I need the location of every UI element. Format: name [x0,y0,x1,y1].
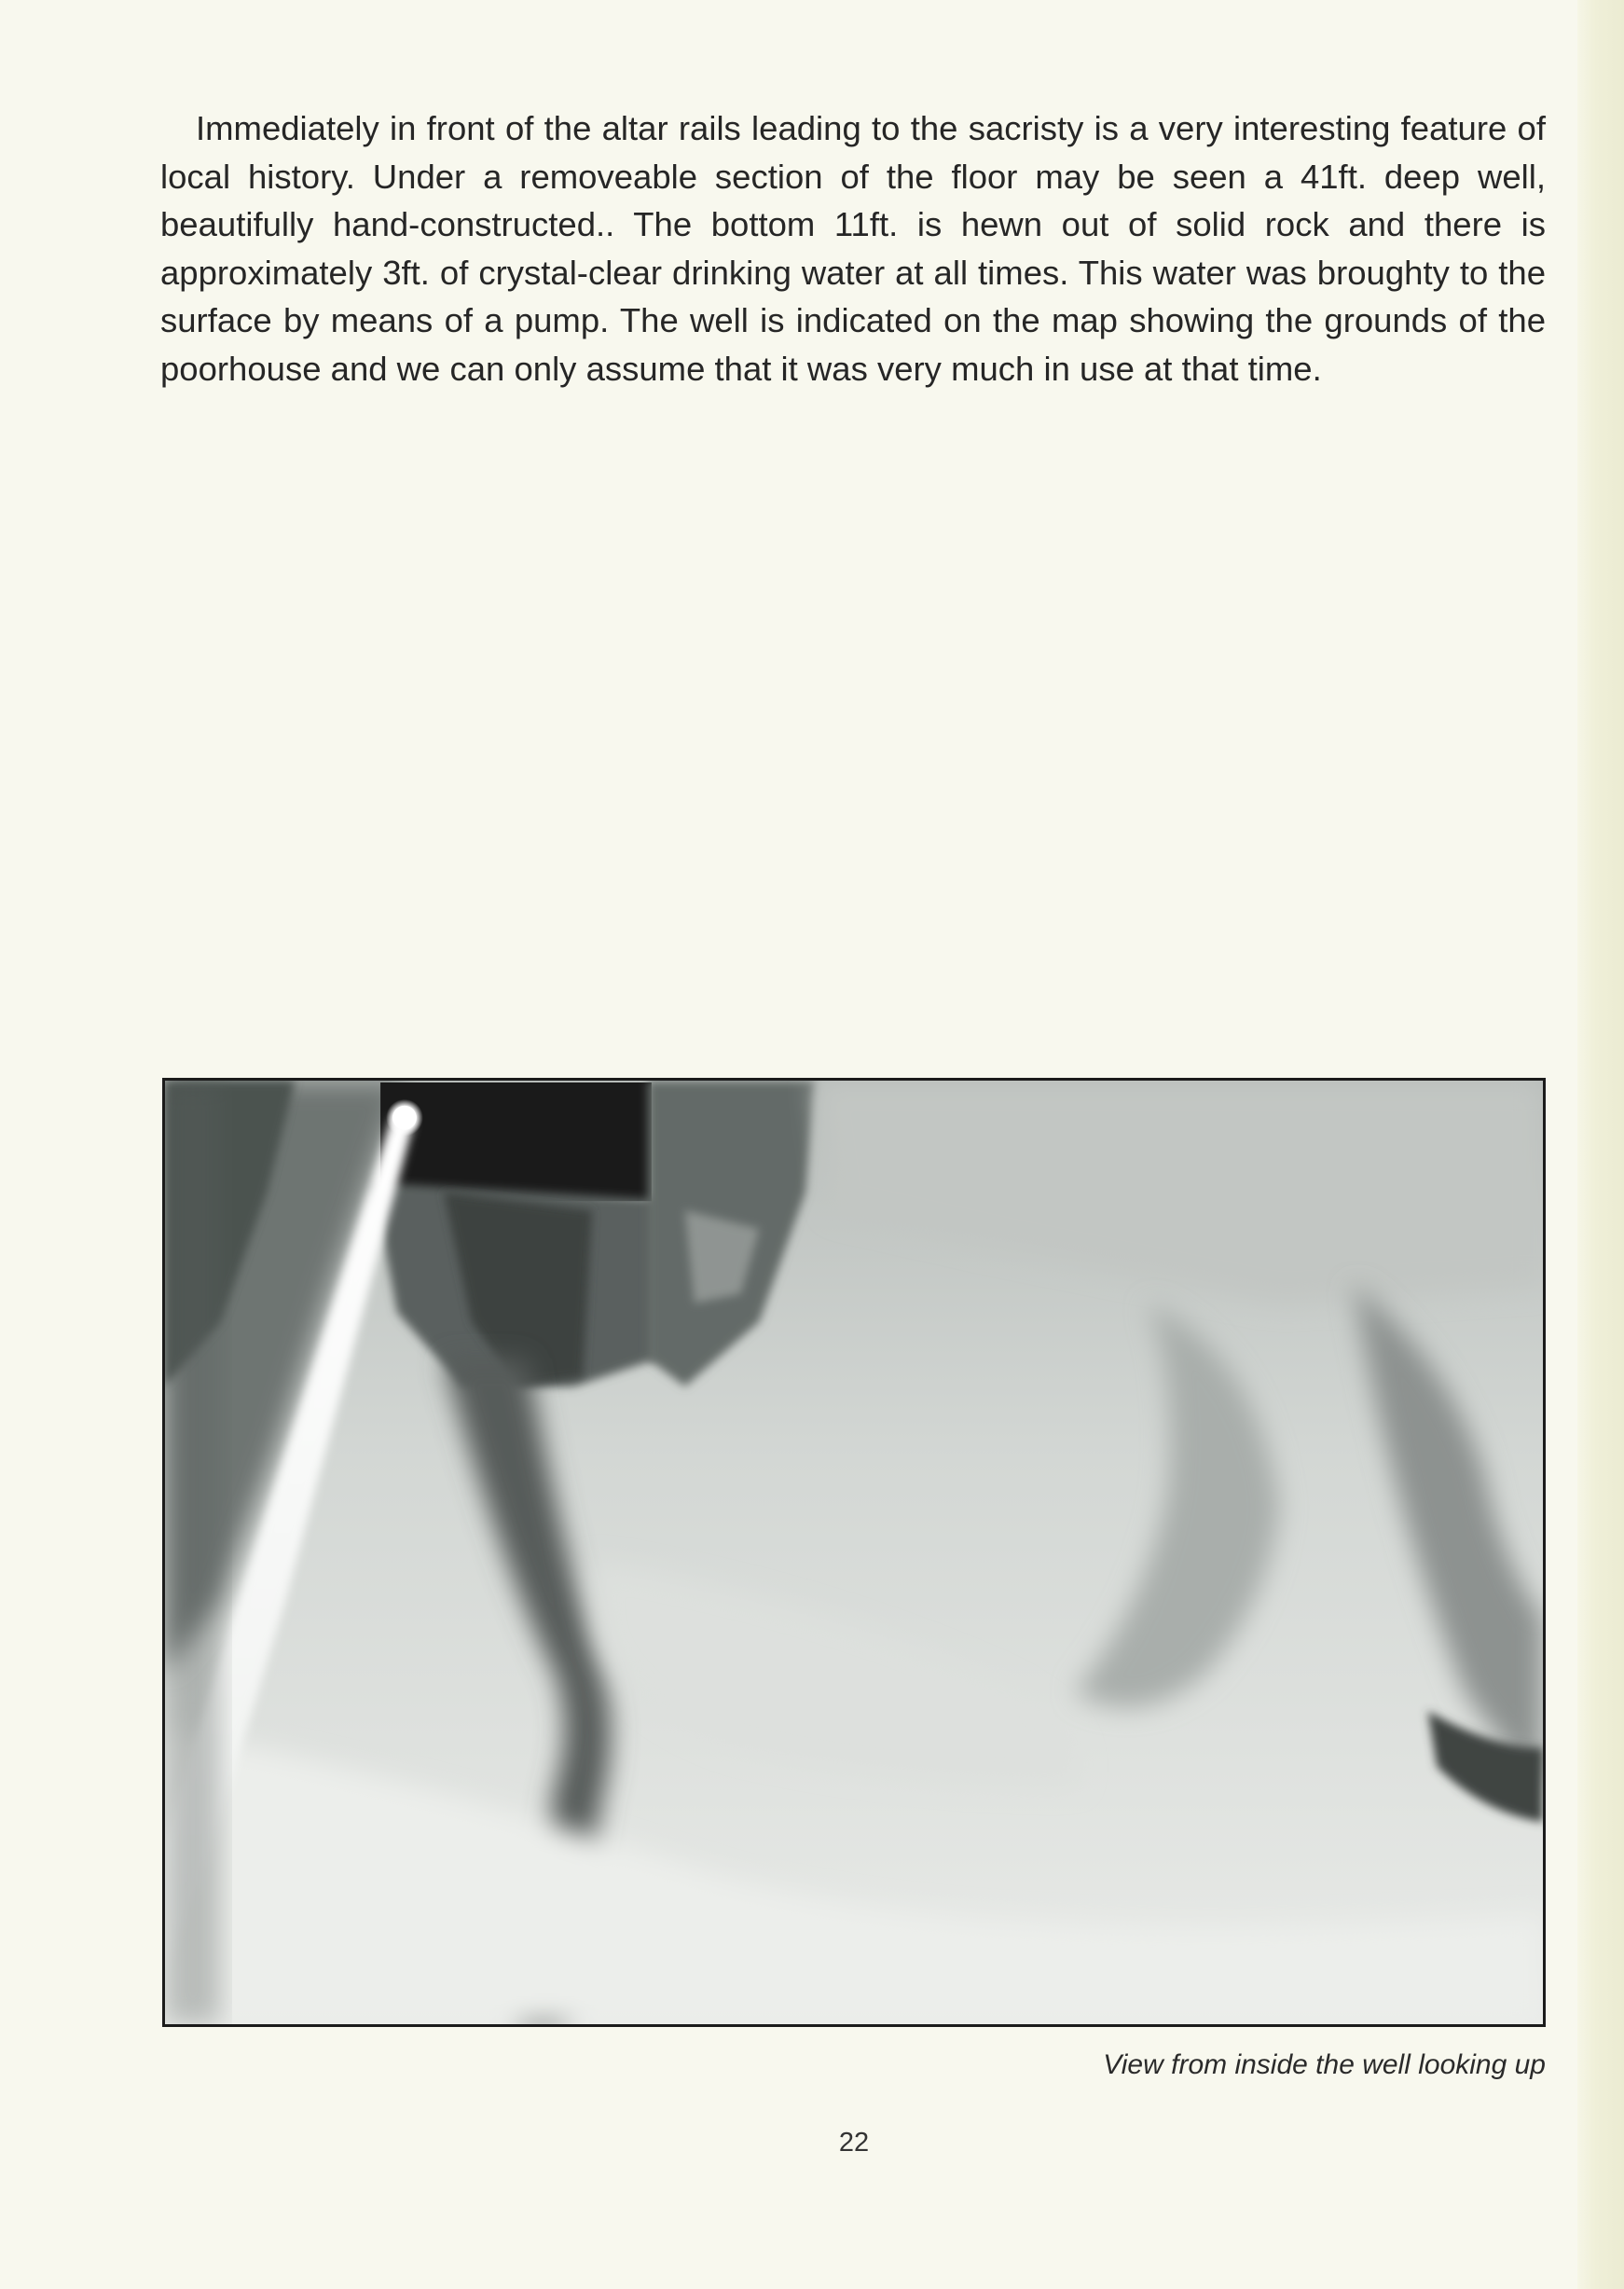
page-number: 22 [838,2128,870,2158]
well-photograph [162,1078,1546,2027]
photo-caption: View from inside the well looking up [1103,2049,1546,2080]
body-paragraph: Immediately in front of the altar rails leading to the sacristy is a very interesting feature of local history. Under a removeable section of the floor may be seen a 41ft. deep well, beautifully hand-constructed.. The bottom 11ft. is hewn out of solid rock and there is approximately 3ft. of crystal-clear drinking water at all times. This water was broughty to the surface by means of a pump. The well is indicated on the map showing the grounds of the poorhouse and we can only assume that it was very much in use at that time. [160,109,1546,388]
well-photo-image [165,1081,1543,2024]
page-edge-shadow [1577,0,1624,2289]
